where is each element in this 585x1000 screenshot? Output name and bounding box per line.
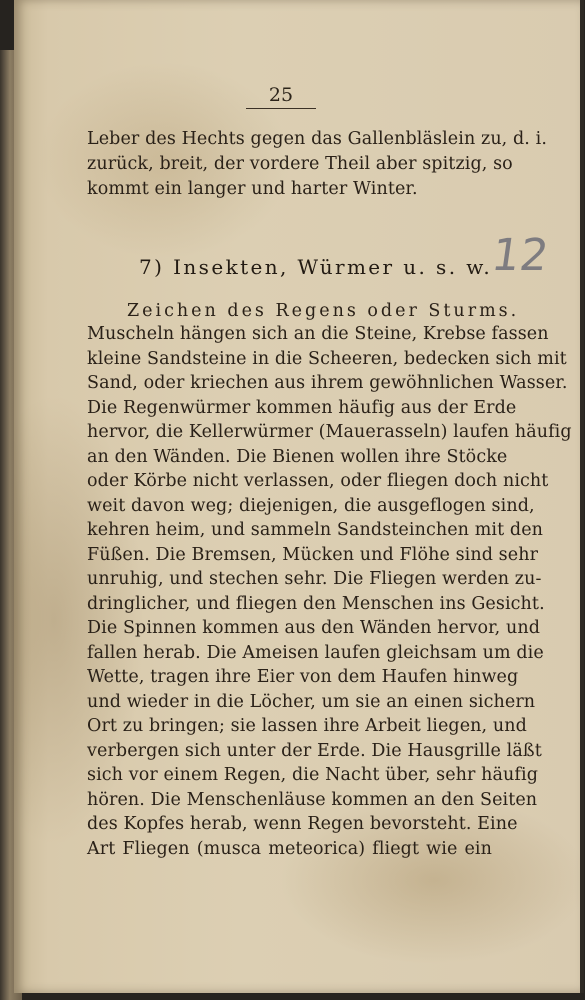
text-line: Leber des Hechts gegen das Gallenbläslein zu, d. i. xyxy=(87,129,547,149)
text-line: und wieder in die Löcher, um sie an einen sichern xyxy=(87,691,536,712)
text-line: Sand, oder kriechen aus ihrem gewöhnlichen Wasser. xyxy=(87,373,568,393)
page-number-rule xyxy=(246,108,316,109)
subheading: Zeichen des Regens oder Sturms. xyxy=(127,301,520,321)
text-line: weit davon weg; diejenigen, die ausgeflogen sind, xyxy=(87,495,535,516)
text-line: Füßen. Die Bremsen, Mücken und Flöhe sind sehr xyxy=(87,544,539,565)
text-line: sich vor einem Regen, die Nacht über, sehr häufig xyxy=(87,765,539,785)
text-line: fallen herab. Die Ameisen laufen gleichsam um die xyxy=(87,642,544,663)
page-number: 25 xyxy=(268,84,294,106)
text-line: dringlicher, und fliegen den Menschen ins Gesicht. xyxy=(87,593,545,614)
text-line: verbergen sich unter der Erde. Die Hausgrille läßt xyxy=(87,740,542,761)
text-line: Art Fliegen (musca meteorica) fliegt wie ein xyxy=(87,838,492,859)
text-line: hervor, die Kellerwürmer (Mauerasseln) laufen häufig xyxy=(87,422,572,442)
handwritten-annotation: 12 xyxy=(488,230,552,281)
text-line: hören. Die Menschenläuse kommen an den Seiten xyxy=(87,789,538,810)
text-line: zurück, breit, der vordere Theil aber spitzig, so xyxy=(87,154,513,174)
text-line: oder Körbe nicht verlassen, oder fliegen doch nicht xyxy=(87,471,549,491)
text-line: des Kopfes herab, wenn Regen bevorsteht. Eine xyxy=(87,814,518,834)
book-page xyxy=(14,0,584,993)
text-line: kleine Sandsteine in die Scheeren, bedecken sich mit xyxy=(87,348,567,369)
text-line: Muscheln hängen sich an die Steine, Krebse fassen xyxy=(87,324,549,344)
text-line: an den Wänden. Die Bienen wollen ihre Stöcke xyxy=(87,446,508,467)
text-line: kehren heim, und sammeln Sandsteinchen mit den xyxy=(87,520,544,540)
text-line: Ort zu bringen; sie lassen ihre Arbeit liegen, und xyxy=(87,716,527,736)
text-line: Die Spinnen kommen aus den Wänden hervor, und xyxy=(87,618,541,638)
section-heading: 7) Insekten, Würmer u. s. w. xyxy=(139,255,493,279)
text-line: Wette, tragen ihre Eier von dem Haufen hinweg xyxy=(87,667,519,687)
text-line: Die Regenwürmer kommen häufig aus der Erde xyxy=(87,397,517,418)
text-line: kommt ein langer und harter Winter. xyxy=(87,179,418,199)
text-line: unruhig, und stechen sehr. Die Fliegen werden zu- xyxy=(87,569,542,589)
